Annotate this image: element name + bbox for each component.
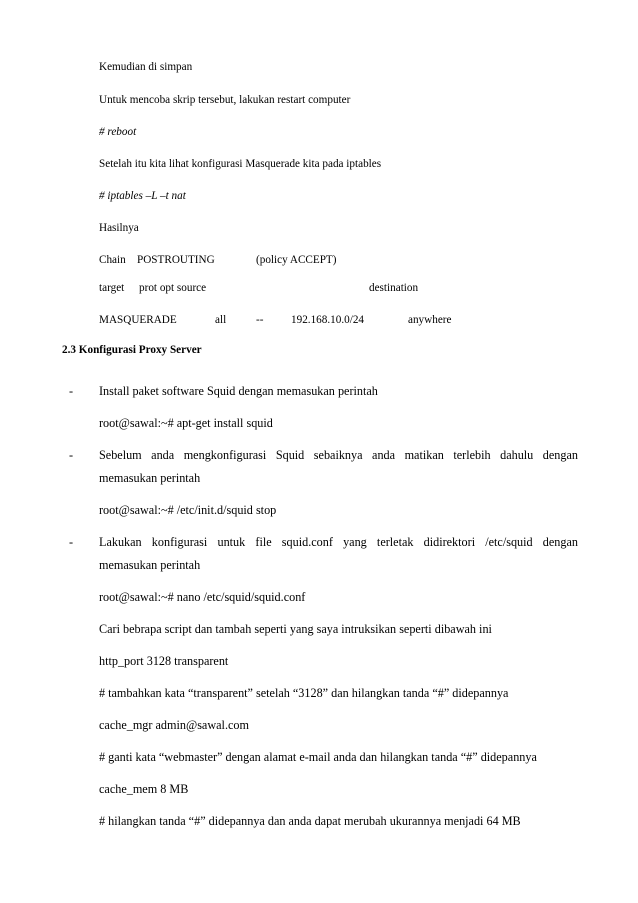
command-line: root@sawal:~# apt-get install squid bbox=[99, 416, 273, 430]
list-item-text: memasukan perintah bbox=[99, 471, 201, 485]
table-cell: MASQUERADE bbox=[99, 314, 177, 326]
config-line: http_port 3128 transparent bbox=[99, 654, 229, 668]
command-line: # iptables –L –t nat bbox=[99, 190, 186, 202]
table-cell: 192.168.10.0/24 bbox=[291, 314, 365, 326]
section-heading: 2.3 Konfigurasi Proxy Server bbox=[62, 344, 202, 356]
config-comment: # ganti kata “webmaster” dengan alamat e-mail anda dan hilangkan tanda “#” didepannya bbox=[99, 750, 537, 764]
list-dash: - bbox=[69, 384, 74, 398]
table-cell: prot opt source bbox=[139, 282, 207, 294]
text-line: Hasilnya bbox=[99, 222, 139, 234]
command-line: # reboot bbox=[99, 126, 137, 138]
text-line: Setelah itu kita lihat konfigurasi Masquerade kita pada iptables bbox=[99, 158, 382, 170]
table-cell: target bbox=[99, 282, 125, 294]
command-line: root@sawal:~# nano /etc/squid/squid.conf bbox=[99, 590, 306, 604]
list-dash: - bbox=[69, 535, 74, 549]
table-cell: all bbox=[215, 314, 227, 326]
list-dash: - bbox=[69, 448, 74, 462]
table-cell: -- bbox=[256, 314, 264, 326]
list-item-text: memasukan perintah bbox=[99, 558, 201, 572]
command-line: root@sawal:~# /etc/init.d/squid stop bbox=[99, 503, 277, 517]
table-cell: Chain bbox=[99, 254, 126, 266]
config-line: cache_mem 8 MB bbox=[99, 782, 189, 796]
table-cell: (policy ACCEPT) bbox=[256, 254, 337, 266]
text-line: Cari bebrapa script dan tambah seperti yang saya intruksikan seperti dibawah ini bbox=[99, 622, 492, 636]
text-line: Untuk mencoba skrip tersebut, lakukan restart computer bbox=[99, 94, 351, 106]
table-cell: anywhere bbox=[408, 314, 452, 326]
config-comment: # tambahkan kata “transparent” setelah “3128” dan hilangkan tanda “#” didepannya bbox=[99, 686, 509, 700]
list-item-text: Lakukan konfigurasi untuk file squid.conf yang terletak didirektori /etc/squid dengan bbox=[99, 535, 578, 549]
config-comment: # hilangkan tanda “#” didepannya dan anda dapat merubah ukurannya menjadi 64 MB bbox=[99, 814, 521, 828]
table-cell: destination bbox=[369, 282, 419, 294]
config-line: cache_mgr admin@sawal.com bbox=[99, 718, 249, 732]
list-item-text: Install paket software Squid dengan memasukan perintah bbox=[99, 384, 378, 398]
list-item-text: Sebelum anda mengkonfigurasi Squid sebaiknya anda matikan terlebih dahulu dengan bbox=[99, 448, 578, 462]
table-cell: POSTROUTING bbox=[137, 254, 215, 266]
text-line: Kemudian di simpan bbox=[99, 61, 193, 73]
